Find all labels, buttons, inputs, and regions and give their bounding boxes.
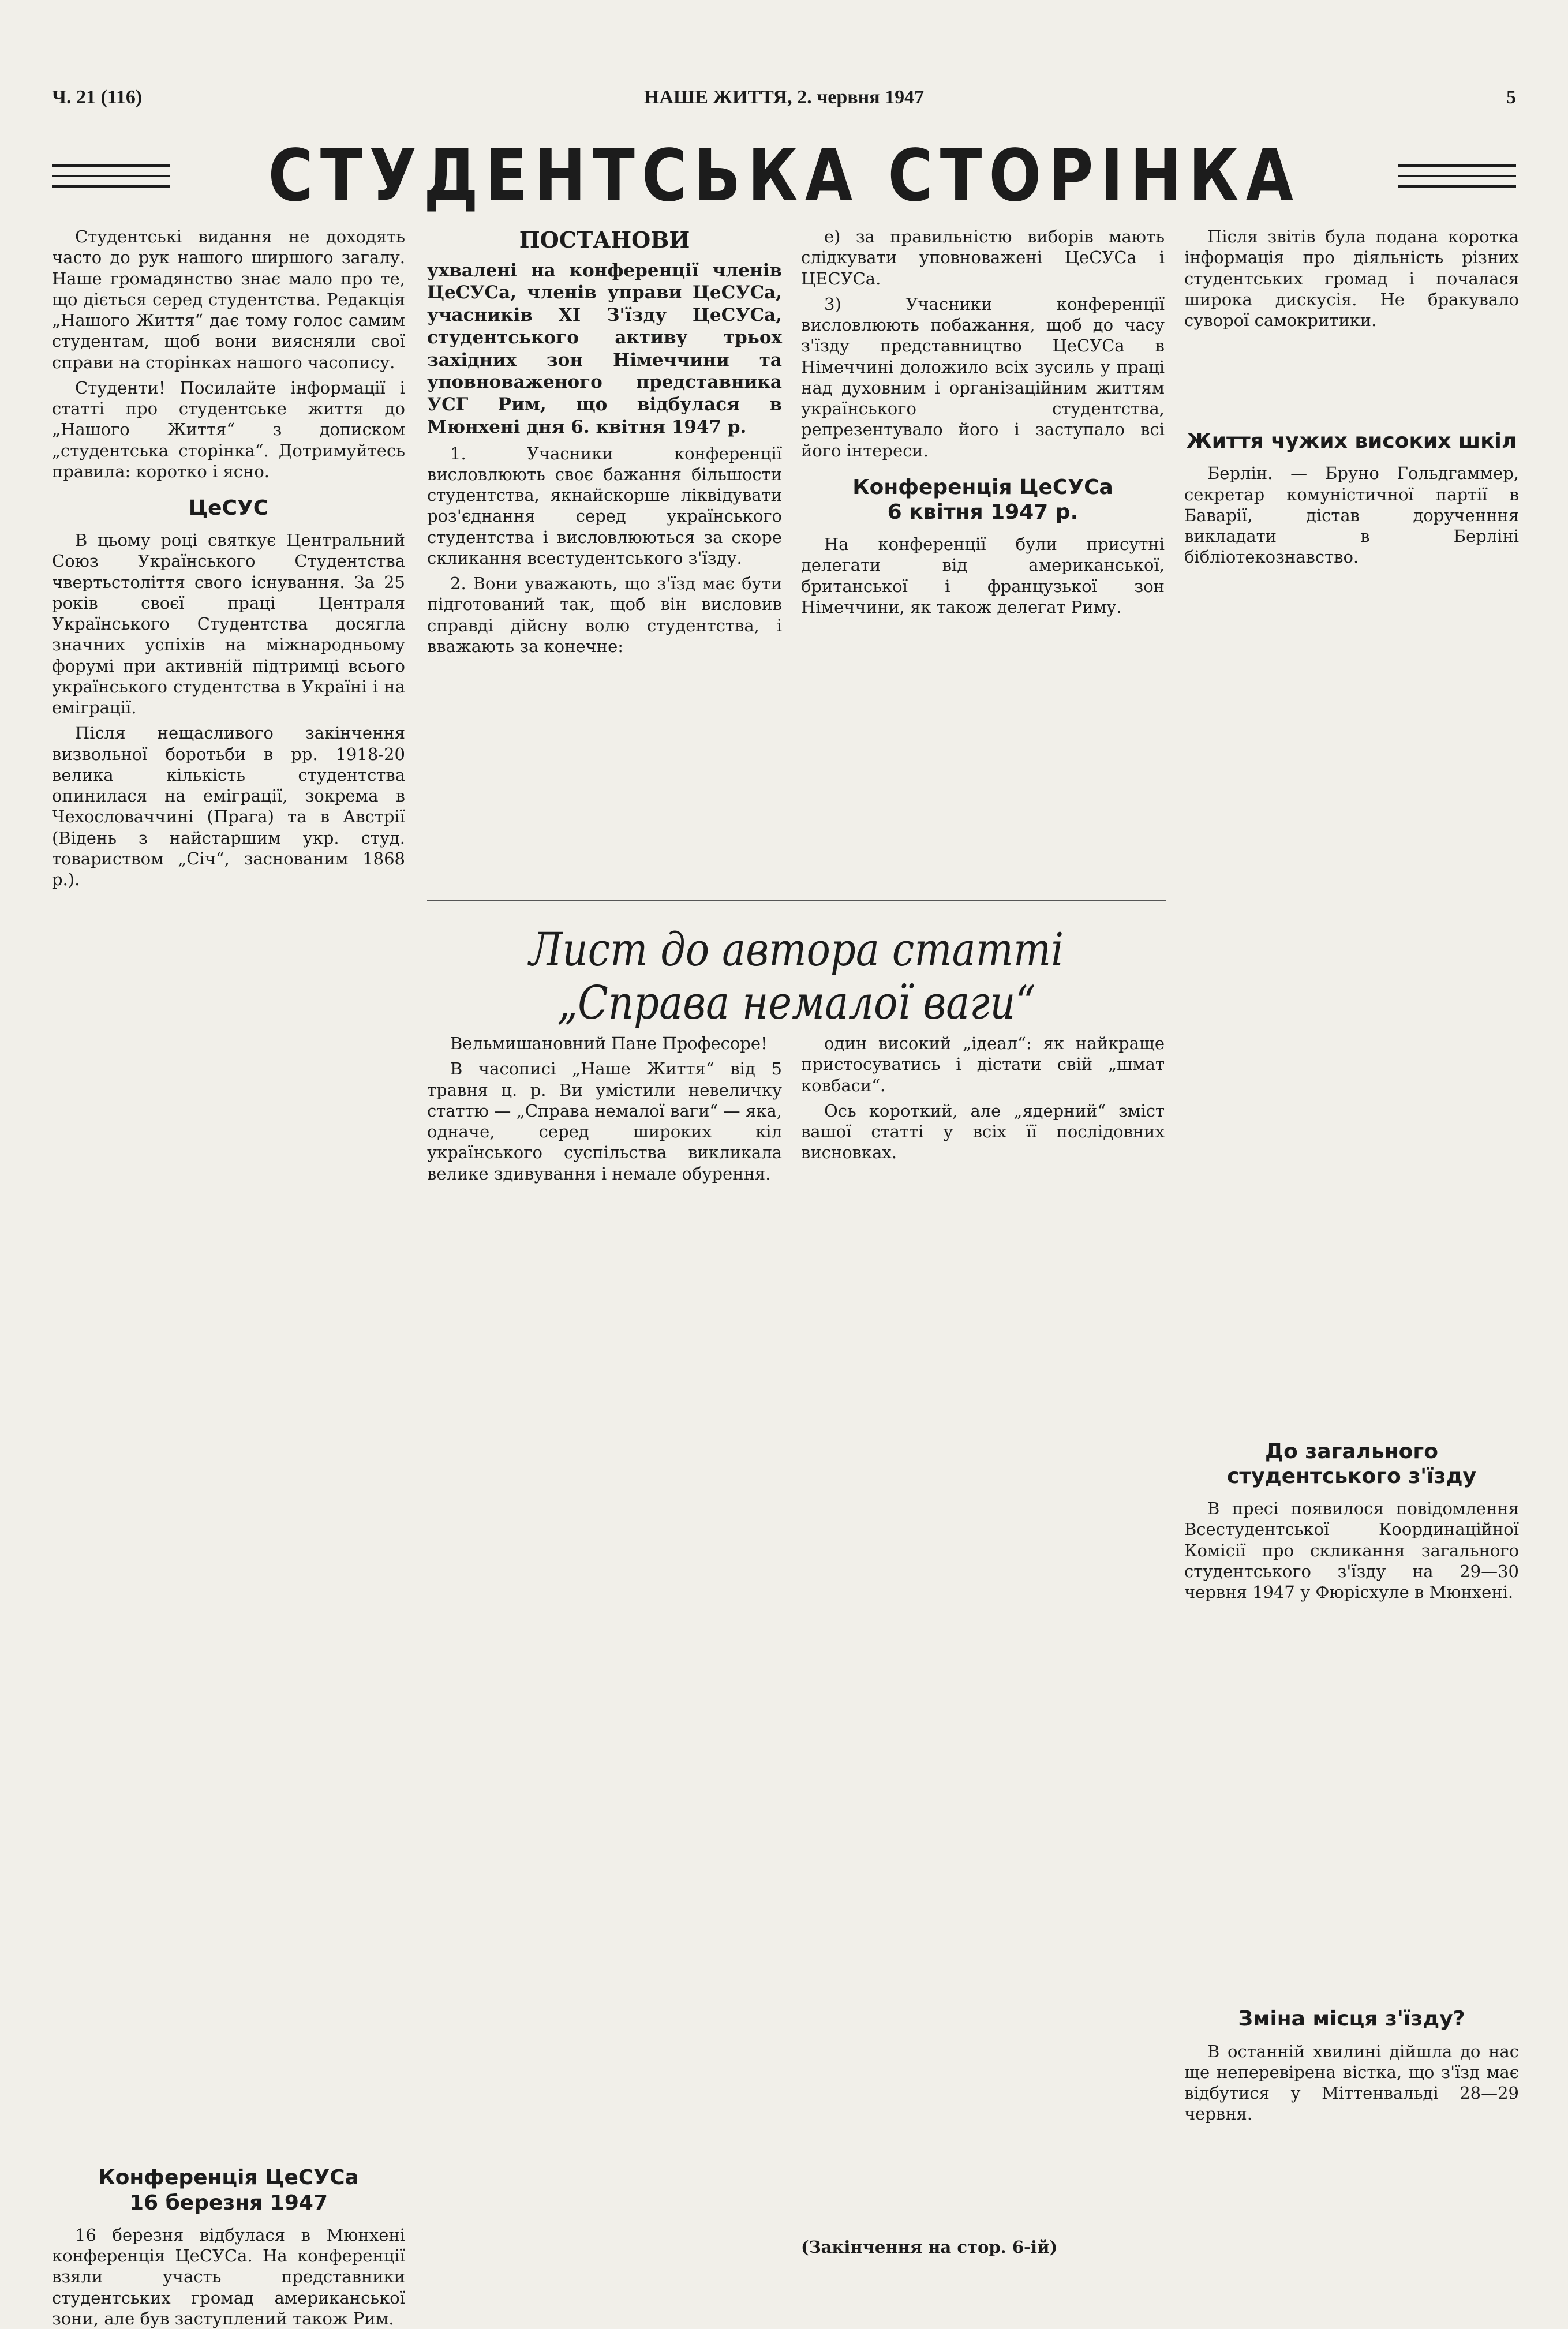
article-paragraph: 16 березня відбулася в Мюнхені конференція ЦеСУСа. На конференції взяли участь представники студентських громад американської зони, але був заступлений також Рим. (52, 2225, 405, 2328)
resolutions-lead: ухвалені на конференції членів ЦеСУСа, членів управи ЦеСУСа, учасників XI З'їзду ЦеСУСа, студентського активу трьох західних зон Німеччини та уповноваженого представника УСГ Рим, що відбулася в Мюнхені дня 6. квітня 1947 р. (427, 260, 782, 437)
resolution-item: 2. Вони уважають, що з'їзд має бути підготований так, щоб він висловив справді дійсну волю студентства, і вважають за конечне: (427, 574, 782, 656)
continuation-note: (Закінчення на стор. 6-ій) (801, 2237, 1058, 2257)
letter-greeting: Вельмишановний Пане Професоре! (450, 1034, 768, 1053)
intro-paragraph: Студентські видання не доходять часто до рук нашого ширшого загалу. Наше громадянство знає мало про те, що діється серед студентства. Редакція „Нашого Життя“ дає тому голос самим студентам, щоб вони виясняли свої справи на сторінках нашого часопису. (52, 227, 405, 372)
heading-foreign-schools: Життя чужих високих шкіл (1186, 429, 1517, 454)
article-paragraph: В останній хвилині дійшла до нас ще неперевірена вістка, що з'їзд має відбутися у Міттенвальді 28—29 червня. (1184, 2041, 1519, 2124)
heading-conference-april: Конференція ЦеСУСа 6 квітня 1947 р. (852, 475, 1113, 524)
letter-column-left (427, 1033, 782, 2274)
heading-conference-march: Конференція ЦеСУСа 16 березня 1947 (98, 2166, 359, 2215)
paper-title-date: НАШЕ ЖИТТЯ, 2. червня 1947 (643, 87, 925, 108)
running-head (52, 87, 1516, 115)
article-paragraph: Берлін. — Бруно Гольдгаммер, секретар комуністичної партії в Баварії, дістав дорученння викладати в Берліні бібліотекознавство. (1184, 463, 1519, 567)
page-number: 5 (1506, 87, 1516, 108)
resolution-item: 3) Учасники конференції висловлюють побажання, щоб до часу з'їзду представництво ЦеСУСа в Німеччині доложило всіх зусиль у праці над духовним і організаційним життям українського студентства, репрезентувало його і заступало всі його інтереси. (801, 294, 1165, 460)
column-4 (1184, 226, 1519, 2292)
banner-rule-left (52, 164, 170, 188)
column-2 (427, 226, 782, 884)
letter-paragraph: Ось короткий, але „ядерний“ зміст вашої статті у всіх її послідовних висновках. (801, 1100, 1165, 1163)
letter-paragraph: один високий „ідеал“: як найкраще пристосуватись і дістати свій „шмат ковбаси“. (801, 1034, 1165, 1095)
heading-resolutions: ПОСТАНОВИ (519, 227, 690, 253)
resolution-item: 1. Учасники конференції висловлюють своє бажання більшости студентства, якнайскорше ліквідувати роз'єднання серед українського студентства і висловлюються за скоре скликання всестудентського з'їзду. (427, 443, 782, 568)
article-paragraph: В пресі появилося повідомлення Всестудентської Координаційної Комісії про скликання загального студентського з'їзду на 29—30 червня 1947 у Фюрісхуле в Мюнхені. (1184, 1499, 1519, 1602)
letter-column-right (801, 1033, 1165, 2274)
issue-number: Ч. 21 (116) (52, 87, 143, 108)
letter-paragraph: В часописі „Наше Життя“ від 5 травня ц. р. Ви умістили невеличку статтю — „Справа немалої ваги“ — яка, одначе, серед широких кіл українського суспільства викликала велике здивування і немале обурення. (427, 1059, 782, 1184)
heading-cesus: ЦеСУС (188, 496, 269, 520)
letter-title: Лист до автора статті „Справа немалої ваги“ (529, 923, 1064, 1029)
column-1 (52, 226, 405, 2328)
column-3 (801, 226, 1165, 884)
heading-venue-change: Зміна місця з'їзду? (1238, 2007, 1465, 2031)
section-title: СТУДЕНТСЬКА СТОРІНКА (268, 134, 1300, 218)
banner-rule-right (1398, 164, 1516, 188)
article-paragraph: На конференції були присутні делегати від американської, британської і французької зон Німеччини, як також делегат Риму. (801, 534, 1165, 617)
article-paragraph: Після звітів була подана коротка інформація про діяльність різних студентських громад і почалася широка дискусія. Не бракувало суворої самокритики. (1184, 227, 1519, 330)
intro-paragraph: Студенти! Посилайте інформації і статті про студентське життя до „Нашого Життя“ з дописком „студентська сторінка“. Дотримуйтесь правила: коротко і ясно. (52, 377, 405, 481)
separator-rule (427, 900, 1166, 901)
article-paragraph: В цьому році святкує Центральний Союз Українського Студентства чвертьстоліття свого існування. За 25 років своєї праці Централя Українського Студентства досягла значних успіхів на міжнародньому форумі при активній підтримці всього українського студентства в Україні і на еміграції. (52, 530, 405, 718)
resolution-item: е) за правильністю виборів мають слідкувати уповноважені ЦеСУСа і ЦЕСУСа. (801, 227, 1165, 289)
heading-congress: До загального студентського з'їзду (1227, 1439, 1476, 1488)
article-paragraph: Після нещасливого закінчення визвольної боротьби в рр. 1918-20 велика кількість студентства опинилася на еміграції, зокрема в Чехословаччині (Прага) та в Австрії (Відень з найстаршим укр. студ. товариством „Січ“, заснованим 1868 р.). (52, 723, 405, 890)
section-banner (52, 133, 1516, 219)
